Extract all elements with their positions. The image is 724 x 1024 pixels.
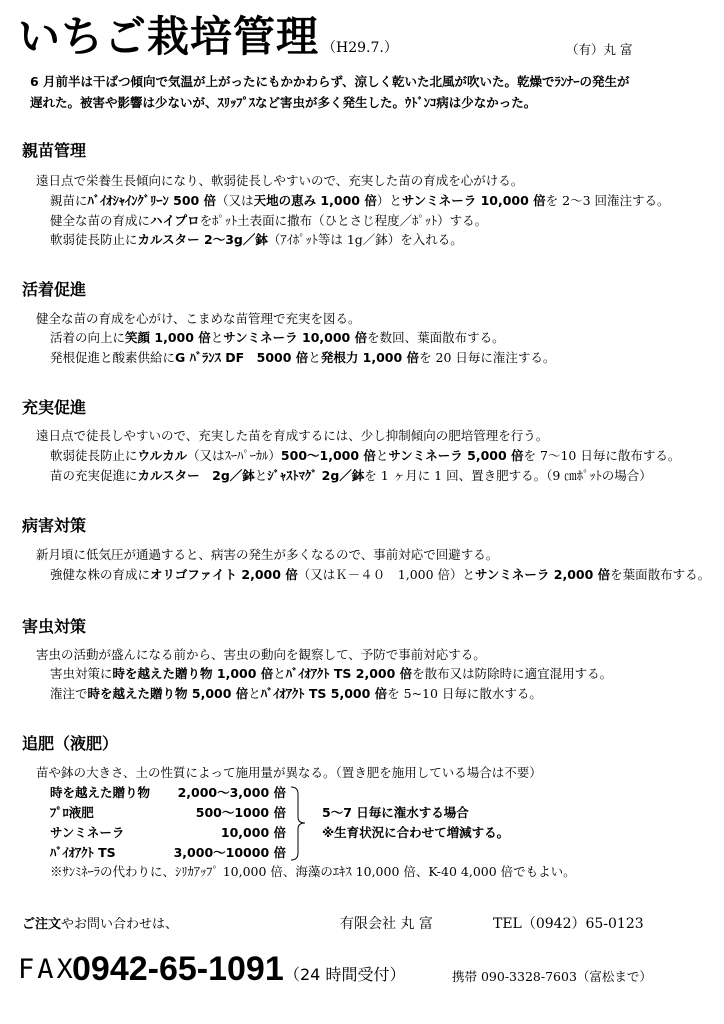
text-segment: を数回、葉面散布する。 [367, 330, 505, 345]
product-highlight: ﾊﾞｲｵｱｸﾄ TS 5,000 倍 [260, 686, 388, 701]
order-contact [22, 917, 322, 933]
fertilizer-name: ﾊﾞｲｵｱｸﾄ TS [50, 845, 116, 860]
text-segment: 苗の充実促進に [50, 468, 138, 483]
product-highlight: オリゴファイト 2,000 倍 [150, 567, 298, 582]
text-segment: 活着の向上に [50, 330, 126, 345]
text-segment: を 1 ヶ月に 1 回、置き肥する。（9 ㎝ﾎﾟｯﾄの場合） [364, 468, 652, 483]
product-highlight: ｼﾞｬｽﾄﾏｸﾞ 2g／鉢 [267, 468, 365, 483]
text-segment: と [375, 448, 389, 463]
fax-hours: （24 時間受付） [284, 965, 406, 984]
product-highlight: 天地の恵み 1,000 倍 [253, 193, 377, 208]
fertilizer-name: ﾌﾟﾛ液肥 [50, 805, 94, 820]
product-highlight: サンミネーラ 5,000 倍 [388, 448, 524, 463]
company-name: 有限会社 丸 富 [340, 916, 433, 932]
body-text: 遠日点で徒長しやすいので、充実した苗を育成するには、少し抑制傾向の肥培管理を行う。 [36, 428, 549, 443]
text-segment: を 5~10 日毎に散水する。 [387, 686, 542, 701]
fertilizer-name: サンミネーラ [50, 825, 125, 840]
product-highlight: サンミネーラ 10,000 倍 [223, 330, 368, 345]
text-segment: と [273, 666, 286, 681]
text-segment: 健全な苗の育成に [50, 213, 151, 228]
fertilizer-rate: 10,000 倍 [220, 825, 286, 840]
fertilizer-rate: 3,000～10000 倍 [173, 845, 286, 860]
product-highlight: ﾊﾞｲｵｱｸﾄ TS 2,000 倍 [285, 666, 413, 681]
text-segment: を 7～10 日毎に散布する。 [523, 448, 681, 463]
text-segment: （又は [216, 193, 254, 208]
product-highlight: 500～1,000 倍 [280, 448, 376, 463]
section-heading: 活着促進 [22, 280, 87, 299]
product-highlight: 笑顔 1,000 倍 [125, 330, 211, 345]
text-segment: と [308, 350, 321, 365]
text-segment: を葉面散布する。 [610, 567, 711, 582]
text-segment: ご注文 [22, 917, 62, 932]
fertilizer-rate: 500～1000 倍 [195, 805, 286, 820]
text-segment: 親苗に [50, 193, 88, 208]
text-segment: を散布又は防除時に適宜混用する。 [412, 666, 613, 681]
product-highlight: 発根力 1,000 倍 [320, 350, 420, 365]
intro-line: 6 月前半は干ばつ傾向で気温が上がったにもかかわらず、涼しく乾いた北風が吹いた。乾燥でﾗﾝﾅｰの発生が [30, 74, 630, 89]
product-highlight: サンミネーラ 10,000 倍 [401, 193, 546, 208]
text-segment: と [254, 468, 268, 483]
text-segment: （ｱｲﾎﾟｯﾄ等は 1g／鉢）を入れる。 [267, 232, 463, 247]
section-heading: 害虫対策 [22, 617, 87, 636]
body-text: 新月頃に低気圧が通過すると、病害の発生が多くなるので、事前対応で回避する。 [36, 547, 499, 562]
text-segment: ）と [376, 193, 402, 208]
company-mark: （有）丸 富 [566, 42, 633, 57]
body-text: 害虫の活動が盛んになる前から、害虫の動向を観察して、予防で事前対応する。 [36, 647, 486, 662]
product-highlight: 時を越えた贈り物 5,000 倍 [87, 686, 249, 701]
product-highlight: カルスター 2g／鉢 [137, 468, 255, 483]
text-segment: （又はＫ－４０ 1,000 倍）と [297, 567, 476, 582]
product-highlight: 時を越えた贈り物 1,000 倍 [112, 666, 274, 681]
body-text: 遠日点で栄養生長傾向になり、軟弱徒長しやすいので、充実した苗の育成を心がける。 [36, 173, 524, 188]
intro-line: 遅れた。被害や影響は少ないが、ｽﾘｯﾌﾟｽなど害虫が多く発生した。ｳﾄﾞﾝｺ病は少なかった。 [30, 95, 537, 110]
product-highlight: ウルカル [137, 448, 188, 463]
table-note: 5～7 日毎に潅水する場合 [322, 805, 469, 820]
product-highlight: サンミネーラ 2,000 倍 [475, 567, 611, 582]
fertilizer-rate: 2,000～3,000 倍 [177, 785, 286, 800]
text-segment: を 20 日毎に潅注する。 [419, 350, 556, 365]
text-segment: を 2～3 回潅注する。 [545, 193, 670, 208]
product-highlight: ﾊﾞｲｵｼｬｲﾝｸﾞﾘｰﾝ 500 倍 [87, 193, 217, 208]
text-segment: をﾎﾟｯﾄ土表面に撒布（ひとさじ程度／ﾎﾟｯﾄ）する。 [199, 213, 488, 228]
page-title: いちご栽培管理 [18, 12, 320, 61]
body-text: 健全な苗の育成を心がけ、こまめな苗管理で充実を図る。 [36, 311, 361, 326]
text-segment: と [248, 686, 261, 701]
fertilizer-name: 時を越えた贈り物 [50, 785, 151, 800]
body-text: 苗や鉢の大きさ、土の性質によって施用量が異なる。（置き肥を施用している場合は不要） [36, 765, 542, 780]
text-segment: やお問い合わせは、 [61, 917, 179, 932]
text-segment: 害虫対策に [50, 666, 113, 681]
section-heading: 充実促進 [22, 398, 87, 417]
product-highlight: G ﾊﾞﾗﾝｽ DF 5000 倍 [175, 350, 309, 365]
footnote: ※ｻﾝﾐﾈｰﾗの代わりに、ｼﾘｶｱｯﾌﾟ 10,000 倍、海藻のｴｷｽ 10,000 倍、K-40 4,000 倍でもよい。 [50, 864, 576, 879]
section-heading: 追肥（液肥） [22, 734, 119, 753]
product-highlight: ハイプロ [150, 213, 200, 228]
text-segment: 軟弱徒長防止に [50, 232, 138, 247]
text-segment: （又はｽｰﾊﾟｰｶﾙ） [187, 448, 281, 463]
issue-date: （H29.7.） [322, 40, 398, 56]
product-highlight: カルスター 2～3g／鉢 [137, 232, 268, 247]
fax-number: 0942-65-1091 [72, 950, 284, 988]
text-segment: 強健な株の育成に [50, 567, 151, 582]
text-segment: 発根促進と酸素供給に [50, 350, 176, 365]
fax-label: FAX [18, 954, 76, 985]
text-segment: 潅注で [50, 686, 88, 701]
mobile-number: 携帯 090-3328-7603（富松まで） [452, 969, 652, 984]
text-segment: 軟弱徒長防止に [50, 448, 138, 463]
text-segment: と [210, 330, 224, 345]
section-heading: 病害対策 [22, 516, 87, 535]
phone-number: TEL（0942）65-0123 [493, 916, 644, 932]
section-heading: 親苗管理 [22, 141, 87, 160]
table-note: ※生育状況に合わせて増減する。 [322, 825, 510, 840]
